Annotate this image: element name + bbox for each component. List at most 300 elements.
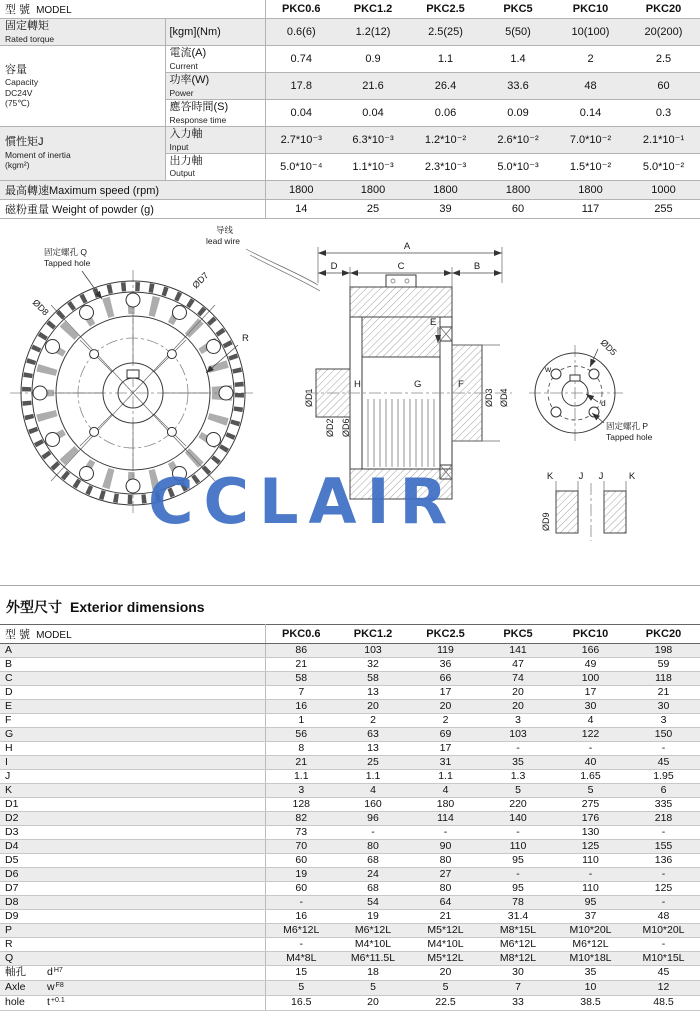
model-name: PKC5: [482, 0, 554, 19]
dim-value: 1.1: [265, 769, 337, 783]
dim-value: 68: [337, 881, 409, 895]
row-label: [0, 755, 265, 769]
table-row: [0, 995, 700, 1010]
row-symbol: t: [47, 995, 50, 1008]
dim-value: 5: [554, 783, 627, 797]
dim-value: M10*18L: [554, 951, 627, 965]
dim-value: 47: [482, 657, 554, 671]
dim-value: 18: [337, 965, 409, 980]
dim-value: 103: [337, 643, 409, 657]
dim-value: 86: [265, 643, 337, 657]
row-label: [0, 783, 265, 797]
dim-value: M4*8L: [265, 951, 337, 965]
dim-value: 80: [409, 881, 482, 895]
row-label: [0, 881, 265, 895]
spec-table: [0, 0, 700, 219]
dim-value: M4*10L: [337, 937, 409, 951]
row-label: [0, 699, 265, 713]
spec-value: 0.14: [554, 99, 627, 126]
dim-value: 1.3: [482, 769, 554, 783]
spec-value: 5(50): [482, 19, 554, 46]
dim-value: -: [265, 937, 337, 951]
table-row: [0, 685, 700, 699]
dim-label-d5: ØD5: [598, 336, 619, 358]
row-label-text: D: [5, 685, 13, 698]
dim-value: 1.1: [409, 769, 482, 783]
dim-value: 1.65: [554, 769, 627, 783]
dim-value: 56: [265, 727, 337, 741]
rated-torque-header: 固定轉矩 Rated torque: [0, 19, 165, 46]
dim-value: 125: [554, 839, 627, 853]
spec-value: 39: [409, 199, 482, 218]
spec-value: 7.0*10⁻²: [554, 126, 627, 153]
spec-value: 2.7*10⁻³: [265, 126, 337, 153]
dim-value: 16: [265, 909, 337, 923]
dim-value: 95: [554, 895, 627, 909]
spec-value: 1.2(12): [337, 19, 409, 46]
spec-value: 5.0*10⁻⁴: [265, 153, 337, 180]
spec-value: 2: [554, 45, 627, 72]
table-row: [0, 881, 700, 895]
dim-value: 180: [409, 797, 482, 811]
row-label: [0, 769, 265, 783]
dim-value: 48.5: [627, 995, 700, 1010]
model-name: PKC2.5: [409, 0, 482, 19]
table-row: [0, 923, 700, 937]
dim-value: 30: [482, 965, 554, 980]
dim-value: 69: [409, 727, 482, 741]
row-label-text: H: [5, 741, 13, 754]
row-label-text: P: [5, 923, 13, 936]
dim-value: 64: [409, 895, 482, 909]
row-label-text: D2: [5, 811, 19, 824]
spec-value: 17.8: [265, 72, 337, 99]
dim-value: 220: [482, 797, 554, 811]
dim-value: -: [627, 937, 700, 951]
row-label: [0, 671, 265, 685]
spec-value: 26.4: [409, 72, 482, 99]
row-label-text: D7: [5, 881, 19, 894]
table-row: [0, 951, 700, 965]
lead-wire-label-en: lead wire: [206, 235, 241, 246]
row-label-text: C: [5, 671, 13, 684]
power-header: 功率(W) Power: [165, 72, 265, 99]
row-label-text: D1: [5, 797, 19, 810]
dim-value: 8: [265, 741, 337, 755]
dim-label-j1: J: [578, 470, 584, 482]
spec-value: 6.3*10⁻³: [337, 126, 409, 153]
spec-value: 48: [554, 72, 627, 99]
dim-value: 15: [265, 965, 337, 980]
row-label: [0, 965, 265, 980]
dim-value: 103: [482, 727, 554, 741]
dim-label-e: E: [430, 316, 437, 328]
max-speed-header: 最高轉速Maximum speed (rpm): [0, 180, 265, 199]
dim-value: -: [627, 867, 700, 881]
row-label: [0, 811, 265, 825]
spec-value: 2.5: [627, 45, 700, 72]
spec-value: 0.3: [627, 99, 700, 126]
dim-value: 37: [554, 909, 627, 923]
dim-value: 100: [554, 671, 627, 685]
dim-value: 155: [627, 839, 700, 853]
table-row: [0, 853, 700, 867]
dim-value: 2: [337, 713, 409, 727]
dim-value: 5: [482, 783, 554, 797]
dim-value: M10*20L: [554, 923, 627, 937]
dim-label-b: B: [473, 260, 481, 272]
dim-label-h: H: [354, 378, 361, 390]
dim-value: 19: [337, 909, 409, 923]
dim-label-k1: K: [546, 470, 554, 482]
dim-value: 60: [265, 853, 337, 867]
dim-value: 125: [627, 881, 700, 895]
dim-value: 128: [265, 797, 337, 811]
row-symbol: d: [47, 965, 53, 978]
dim-value: 3: [482, 713, 554, 727]
dim-value: 36: [409, 657, 482, 671]
row-label: [0, 937, 265, 951]
dim-value: -: [627, 825, 700, 839]
spec-value: 10(100): [554, 19, 627, 46]
row-label-text: D3: [5, 825, 19, 838]
section-view: [206, 225, 512, 499]
row-label: [0, 895, 265, 909]
table-row: [0, 783, 700, 797]
spec-value: 2.1*10⁻¹: [627, 126, 700, 153]
inertia-header: 慣性矩J Moment of inertia (kgm²): [0, 126, 165, 180]
dim-value: 58: [265, 671, 337, 685]
dim-value: 12: [627, 980, 700, 995]
lead-wire-label-cn: 导线: [216, 224, 234, 235]
table-row: [0, 643, 700, 657]
table-row: [0, 671, 700, 685]
dim-value: M6*11.5L: [337, 951, 409, 965]
section-title-cn: 外型尺寸: [6, 598, 62, 615]
watermark: CCLAIR: [148, 464, 458, 538]
spec-value: 21.6: [337, 72, 409, 99]
dim-value: 95: [482, 853, 554, 867]
dim-label-r: R: [242, 332, 249, 344]
spec-value: 0.6(6): [265, 19, 337, 46]
table-row: [0, 867, 700, 881]
dim-label-k2: K: [628, 470, 636, 482]
spec-value: 14: [265, 199, 337, 218]
dim-value: 21: [265, 657, 337, 671]
dim-value: 20: [409, 965, 482, 980]
dim-value: 198: [627, 643, 700, 657]
spec-value: 33.6: [482, 72, 554, 99]
dim-value: 150: [627, 727, 700, 741]
dim-value: 13: [337, 741, 409, 755]
model-name: PKC1.2: [337, 624, 409, 643]
dim-value: 78: [482, 895, 554, 909]
response-header: 應答時間(S) Response time: [165, 99, 265, 126]
dim-value: M8*12L: [482, 951, 554, 965]
spec-value: 1.4: [482, 45, 554, 72]
table-row: [0, 937, 700, 951]
table-row: [0, 699, 700, 713]
table-row: [0, 727, 700, 741]
dim-value: 166: [554, 643, 627, 657]
row-label-text: D9: [5, 909, 19, 922]
spec-value: 2.3*10⁻³: [409, 153, 482, 180]
dim-value: 17: [409, 741, 482, 755]
spec-value: 1.5*10⁻²: [554, 153, 627, 180]
dim-value: 20: [482, 685, 554, 699]
dim-value: 31.4: [482, 909, 554, 923]
inertia-input-header: 入力軸 Input: [165, 126, 265, 153]
dim-value: M5*12L: [409, 923, 482, 937]
row-current: [0, 45, 700, 72]
row-tolerance: +0.1: [50, 996, 65, 1004]
model-name: PKC20: [627, 624, 700, 643]
model-name: PKC0.6: [265, 0, 337, 19]
row-label: [0, 797, 265, 811]
row-label-text: Q: [5, 951, 14, 964]
dim-label-d8: ØD8: [30, 296, 51, 318]
spec-value: 1800: [409, 180, 482, 199]
dim-value: 45: [627, 755, 700, 769]
row-label: [0, 980, 265, 995]
model-name: PKC10: [554, 624, 627, 643]
model-header: 型 號 MODEL: [0, 0, 265, 19]
dim-value: 66: [409, 671, 482, 685]
dim-value: 275: [554, 797, 627, 811]
shaft-detail: [541, 471, 636, 541]
row-label-text: D4: [5, 839, 19, 852]
technical-drawing: [0, 223, 700, 585]
dimensions-table: [0, 624, 700, 1011]
dim-value: 141: [482, 643, 554, 657]
dim-value: -: [627, 741, 700, 755]
tapped-hole-q-label-cn: 固定螺孔 Q: [44, 246, 87, 257]
dim-value: 7: [482, 980, 554, 995]
row-symbol: w: [47, 980, 55, 993]
dim-value: 119: [409, 643, 482, 657]
dim-value: M6*12L: [482, 937, 554, 951]
dim-value: 21: [409, 909, 482, 923]
spec-value: 0.04: [265, 99, 337, 126]
spec-value: 1800: [554, 180, 627, 199]
spec-value: 1800: [337, 180, 409, 199]
dim-value: 17: [554, 685, 627, 699]
spec-value: 5.0*10⁻²: [627, 153, 700, 180]
dim-value: 21: [265, 755, 337, 769]
table-row: [0, 839, 700, 853]
dim-value: 90: [409, 839, 482, 853]
row-label-text: hole: [5, 995, 25, 1008]
dim-value: 118: [627, 671, 700, 685]
dim-value: 96: [337, 811, 409, 825]
model-name: PKC2.5: [409, 624, 482, 643]
dim-value: 176: [554, 811, 627, 825]
dim-value: 30: [627, 699, 700, 713]
row-tolerance: H7: [53, 966, 63, 974]
dim-value: M4*10L: [409, 937, 482, 951]
row-label-text: E: [5, 699, 13, 712]
dim-value: -: [265, 895, 337, 909]
row-label-text: I: [5, 755, 8, 768]
tapped-hole-p-label-en: Tapped hole: [606, 431, 653, 442]
dim-value: 4: [409, 783, 482, 797]
spec-value: 2.6*10⁻²: [482, 126, 554, 153]
table-row: [0, 965, 700, 980]
dim-value: 95: [482, 881, 554, 895]
dim-value: -: [627, 895, 700, 909]
table-row: [0, 657, 700, 671]
spec-value: 1.1: [409, 45, 482, 72]
dim-value: 13: [337, 685, 409, 699]
model-header: 型 號 MODEL: [0, 624, 265, 643]
dim-value: 110: [554, 853, 627, 867]
dim-value: 335: [627, 797, 700, 811]
spec-value: 0.9: [337, 45, 409, 72]
row-label: [0, 867, 265, 881]
row-label: [0, 923, 265, 937]
dim-value: 38.5: [554, 995, 627, 1010]
section-heading: [0, 585, 700, 624]
row-label: [0, 741, 265, 755]
dim-value: M8*15L: [482, 923, 554, 937]
dim-label-d2: ØD2: [325, 418, 335, 437]
row-label: [0, 853, 265, 867]
dim-value: -: [409, 825, 482, 839]
row-label: [0, 713, 265, 727]
spec-value: 0.04: [337, 99, 409, 126]
table-row: [0, 797, 700, 811]
dim-value: M6*12L: [554, 937, 627, 951]
dim-label-w: w: [545, 363, 552, 374]
model-name: PKC10: [554, 0, 627, 19]
model-name: PKC5: [482, 624, 554, 643]
spec-value: 1.1*10⁻³: [337, 153, 409, 180]
dim-value: 68: [337, 853, 409, 867]
dim-value: -: [482, 741, 554, 755]
end-view: [529, 337, 653, 442]
row-label: [0, 727, 265, 741]
dim-value: -: [554, 741, 627, 755]
dim-value: -: [337, 825, 409, 839]
dim-value: 114: [409, 811, 482, 825]
dim-value: M10*15L: [627, 951, 700, 965]
dim-value: 1.1: [337, 769, 409, 783]
dim-value: 5: [265, 980, 337, 995]
dim-value: 7: [265, 685, 337, 699]
dim-value: M10*20L: [627, 923, 700, 937]
row-label: [0, 995, 265, 1010]
row-label-text: D6: [5, 867, 19, 880]
dim-value: 136: [627, 853, 700, 867]
dim-value: 1: [265, 713, 337, 727]
row-label-text: J: [5, 769, 11, 782]
dim-value: -: [554, 867, 627, 881]
dim-value: M6*12L: [337, 923, 409, 937]
dim-value: 60: [265, 881, 337, 895]
spec-value: 60: [482, 199, 554, 218]
dim-value: 20: [337, 995, 409, 1010]
table-row: [0, 980, 700, 995]
row-max-speed: [0, 180, 700, 199]
dim-label-g: G: [414, 378, 422, 390]
dim-label-a: A: [403, 240, 411, 252]
spec-value: 0.06: [409, 99, 482, 126]
dim-label-d3: ØD3: [484, 388, 494, 407]
powder-weight-header: 磁粉重量 Weight of powder (g): [0, 199, 265, 218]
row-label-text: D5: [5, 853, 19, 866]
spec-value: 20(200): [627, 19, 700, 46]
dim-value: 27: [409, 867, 482, 881]
rated-torque-unit: [kgm](Nm): [165, 19, 265, 46]
dim-label-dd: d: [601, 397, 606, 408]
dim-value: 25: [337, 755, 409, 769]
dim-label-j2: J: [598, 470, 604, 482]
row-label-text: K: [5, 783, 13, 796]
dim-label-f: F: [458, 378, 464, 390]
row-label: [0, 951, 265, 965]
dim-value: 10: [554, 980, 627, 995]
dim-label-c: C: [397, 260, 405, 272]
row-label: [0, 657, 265, 671]
row-rated-torque: [0, 19, 700, 46]
row-label: [0, 909, 265, 923]
row-label: [0, 685, 265, 699]
table-row: [0, 755, 700, 769]
dim-label-d6: ØD6: [341, 418, 351, 437]
dim-value: 59: [627, 657, 700, 671]
table-row: [0, 825, 700, 839]
row-label-text: Axle: [5, 980, 26, 993]
dim-value: 4: [337, 783, 409, 797]
dim-value: 5: [409, 980, 482, 995]
dim-value: 24: [337, 867, 409, 881]
row-tolerance: F8: [55, 981, 64, 989]
dim-value: 16.5: [265, 995, 337, 1010]
row-label-text: G: [5, 727, 14, 740]
spec-header-row: [0, 0, 700, 19]
inertia-output-header: 出力軸 Output: [165, 153, 265, 180]
tapped-hole-p-label-cn: 固定螺孔 P: [606, 420, 649, 431]
dim-value: 30: [554, 699, 627, 713]
dim-value: 63: [337, 727, 409, 741]
spec-value: 2.5(25): [409, 19, 482, 46]
spec-value: 25: [337, 199, 409, 218]
dim-value: 21: [627, 685, 700, 699]
row-label-text: R: [5, 937, 13, 950]
dim-value: 70: [265, 839, 337, 853]
dim-value: 160: [337, 797, 409, 811]
spec-value: 0.09: [482, 99, 554, 126]
spec-value: 60: [627, 72, 700, 99]
spec-value: 255: [627, 199, 700, 218]
dim-value: M5*12L: [409, 951, 482, 965]
row-label-text: 軸孔: [5, 965, 26, 978]
dim-label-d: D: [330, 260, 338, 272]
spec-value: 1000: [627, 180, 700, 199]
row-label-text: A: [5, 643, 13, 656]
dim-value: 35: [554, 965, 627, 980]
dim-value: 73: [265, 825, 337, 839]
dim-value: 32: [337, 657, 409, 671]
dim-value: 48: [627, 909, 700, 923]
dim-value: 20: [409, 699, 482, 713]
dim-value: 40: [554, 755, 627, 769]
dim-value: 110: [482, 839, 554, 853]
dim-value: 3: [627, 713, 700, 727]
dim-value: 45: [627, 965, 700, 980]
row-powder-weight: [0, 199, 700, 218]
dim-value: 3: [265, 783, 337, 797]
